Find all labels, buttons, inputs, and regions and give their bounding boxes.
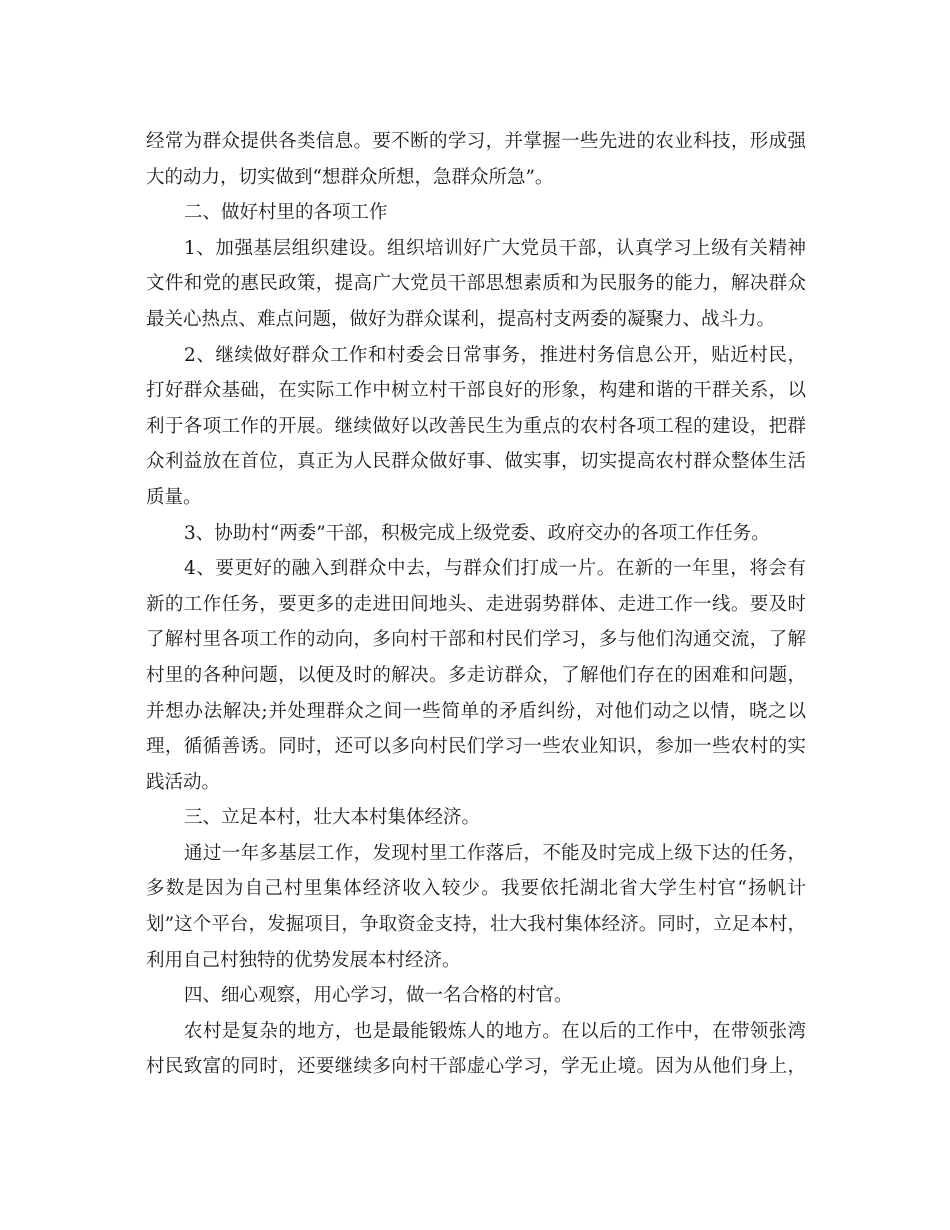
section-heading: 四、细心观察，用心学习，做一名合格的村官。 [184, 985, 573, 1007]
text-line: 质量。 [146, 486, 202, 508]
text-line: 理，循循善诱。同时，还可以多向村民们学习一些农业知识，参加一些农村的实 [146, 736, 806, 758]
text-line: 践活动。 [146, 771, 221, 793]
text-line: 最关心热点、难点问题，做好为群众谋利，提高村支两委的凝聚力、战斗力。 [146, 308, 776, 330]
text-line: 了解村里各项工作的动向，多向村干部和村民们学习，多与他们沟通交流，了解 [146, 629, 806, 651]
text-line: 大的动力，切实做到“想群众所想，急群众所急”。 [146, 166, 554, 188]
text-line: 利用自己村独特的优势发展本村经济。 [146, 949, 461, 971]
text-line: 1、加强基层组织建设。组织培训好广大党员干部，认真学习上级有关精神 [184, 237, 806, 259]
text-line: 经常为群众提供各类信息。要不断的学习，并掌握一些先进的农业科技，形成强 [146, 131, 806, 152]
text-line: 打好群众基础，在实际工作中树立村干部良好的形象，构建和谐的干群关系，以 [146, 380, 806, 402]
text-line: 村民致富的同时，还要继续多向村干部虚心学习，学无止境。因为从他们身上， [146, 1056, 806, 1078]
text-line: 2、继续做好群众工作和村委会日常事务，推进村务信息公开，贴近村民， [184, 344, 806, 366]
text-line: 新的工作任务，要更多的走进田间地头、走进弱势群体、走进工作一线。要及时 [146, 593, 806, 615]
document-body [146, 124, 806, 1085]
text-line: 4、要更好的融入到群众中去，与群众们打成一片。在新的一年里，将会有 [184, 558, 806, 580]
text-line: 农村是复杂的地方，也是最能锻炼人的地方。在以后的工作中，在带领张湾 [184, 1020, 806, 1042]
section-heading: 三、立足本村，壮大本村集体经济。 [184, 807, 481, 829]
text-line: 村里的各种问题，以便及时的解决。多走访群众，了解他们存在的困难和问题， [146, 664, 806, 686]
text-line: 划”这个平台，发掘项目，争取资金支持，壮大我村集体经济。同时，立足本村， [146, 914, 806, 936]
text-line: 并想办法解决;并处理群众之间一些简单的矛盾纠纷，对他们动之以情，晓之以 [146, 700, 806, 722]
text-line: 通过一年多基层工作，发现村里工作落后，不能及时完成上级下达的任务， [184, 842, 806, 864]
section-heading: 二、做好村里的各项工作 [184, 202, 388, 224]
text-line: 众利益放在首位，真正为人民群众做好事、做实事，切实提高农村群众整体生活 [146, 451, 806, 473]
text-line: 文件和党的惠民政策，提高广大党员干部思想素质和为民服务的能力，解决群众 [146, 273, 806, 295]
text-line: 多数是因为自己村里集体经济收入较少。我要依托湖北省大学生村官“扬帆计 [146, 878, 806, 900]
text-line: 利于各项工作的开展。继续做好以改善民生为重点的农村各项工程的建设，把群 [146, 415, 806, 437]
text-line: 3、协助村“两委”干部，积极完成上级党委、政府交办的各项工作任务。 [184, 522, 770, 544]
